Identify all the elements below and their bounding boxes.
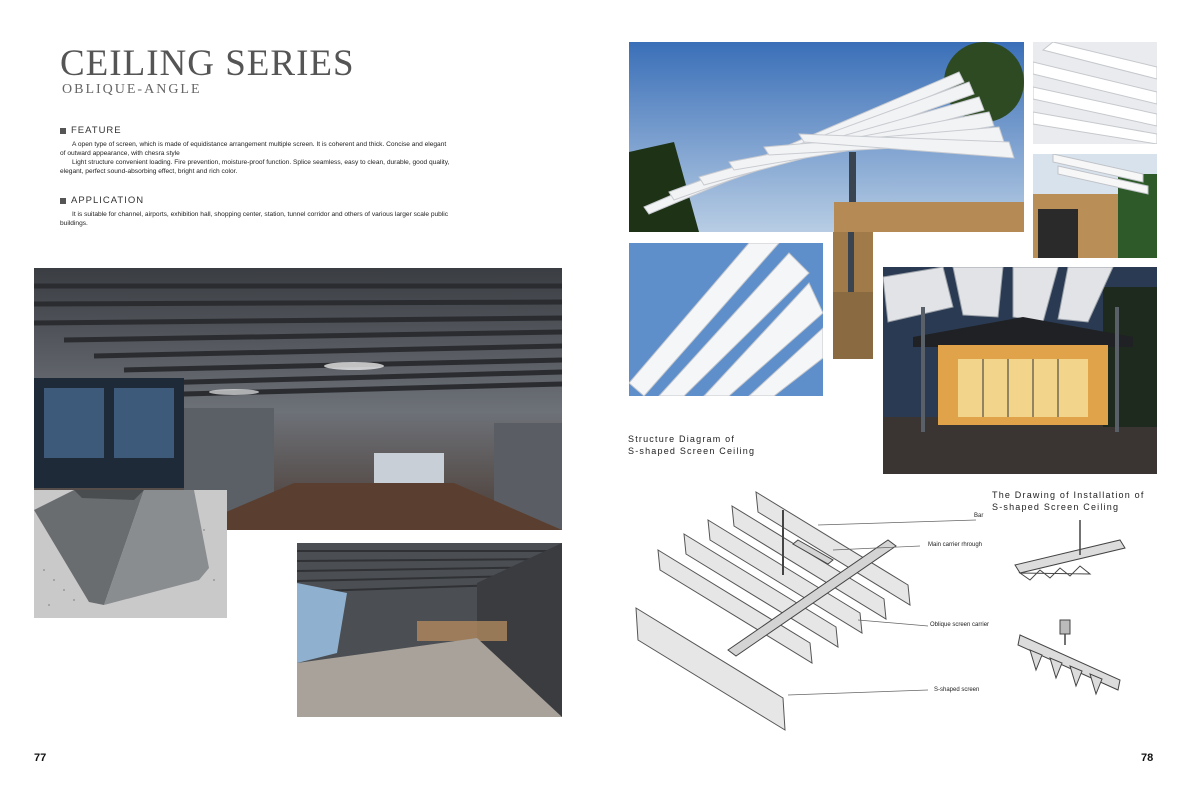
page-number-left: 77 <box>34 752 47 764</box>
installation-caption-line-1: The Drawing of Installation of <box>992 490 1145 500</box>
pavilion-night-photo <box>883 267 1157 474</box>
structure-diagram <box>628 480 988 740</box>
label-oblique-carrier: Oblique screen carrier <box>930 622 990 628</box>
louvre-detail-photo <box>1033 42 1157 144</box>
structure-caption-line-2: S-shaped Screen Ceiling <box>628 446 756 456</box>
label-main-carrier: Main carrier rhrough <box>928 542 983 548</box>
feature-heading-text: FEATURE <box>71 125 122 136</box>
page-title: CEILING SERIES <box>60 43 355 84</box>
application-heading-text: APPLICATION <box>71 195 145 206</box>
bullet-square-icon <box>60 128 66 134</box>
application-heading <box>60 195 144 206</box>
exterior-louvres-photo <box>629 42 1024 232</box>
page-subtitle: OBLIQUE-ANGLE <box>62 82 202 97</box>
panel-closeup-photo <box>34 490 227 618</box>
pavilion-side-photo <box>1033 154 1157 258</box>
bullet-square-icon <box>60 198 66 204</box>
feature-text <box>60 140 450 176</box>
structure-diagram-caption <box>628 433 755 457</box>
page-number-right: 78 <box>1141 752 1154 764</box>
structure-caption-line-1: Structure Diagram of <box>628 434 736 444</box>
pavilion-strip-photo <box>833 232 873 359</box>
application-text <box>60 210 450 228</box>
installation-drawing <box>1010 520 1150 710</box>
application-paragraph-1: It is suitable for channel, airports, exhibition hall, shopping center, station, tunnel corridor and others of various larger scale public buildings. <box>60 211 449 227</box>
installation-drawing-caption <box>992 489 1145 513</box>
louvre-sky-photo <box>629 243 823 396</box>
carrier-upper <box>1015 540 1125 573</box>
feature-paragraph-1: A open type of screen, which is made of equidistance arrangement multiple screen. It is coherent and thick. Concise and elegant of outward appearance, with chesra style <box>60 141 447 157</box>
label-bar: Bar <box>974 513 984 519</box>
curved-hall-photo <box>297 543 562 717</box>
feature-paragraph-2: Light structure convenient loading. Fire prevention, moisture-proof function. Splice seamless, easy to clean, durable, good quality, elegant, perfect sound-absorbing effect, bright and rich color. <box>60 159 450 175</box>
feature-heading <box>60 125 122 136</box>
label-s-shaped-screen: S-shaped screen <box>934 687 980 693</box>
installation-caption-line-2: S-shaped Screen Ceiling <box>992 502 1120 512</box>
